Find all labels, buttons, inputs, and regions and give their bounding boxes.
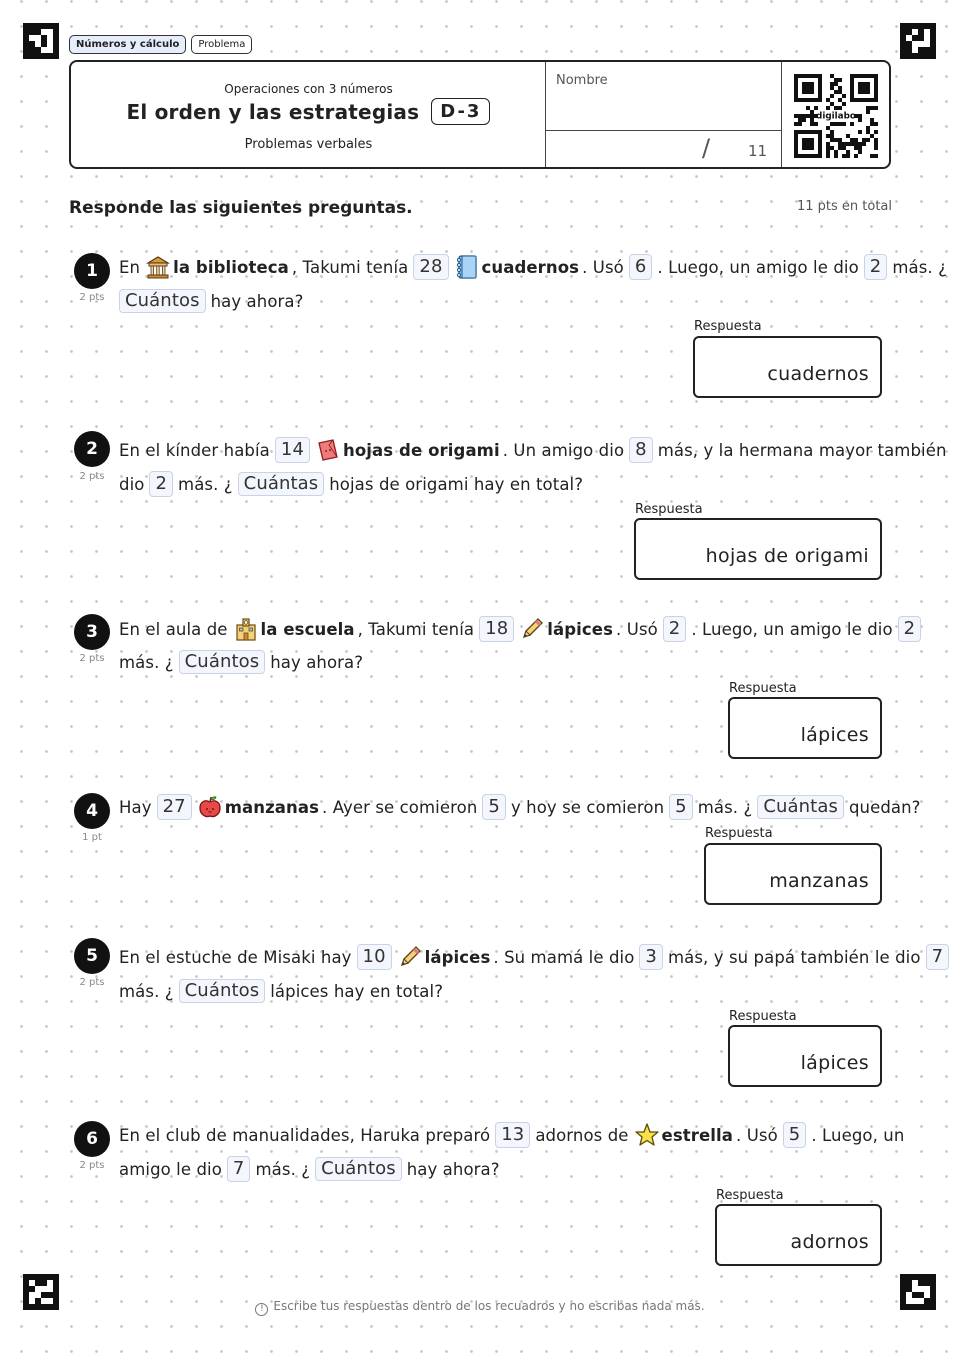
keyword: hojas de origami [343,440,500,460]
number-box: 5 [482,794,506,820]
question-word-box: Cuántos [179,650,266,674]
keyword: lápices [424,947,491,967]
answer-label: Respuesta [729,681,797,696]
title-block [71,62,546,167]
question-text-line: En el estuche de Misaki hay 10 lápices . Su mamá le dio 3 más, y su papá también le dio 7 [119,943,954,971]
question-points: 2 pts [79,471,105,482]
qr-code-icon [794,74,878,158]
answer-label: Respuesta [705,826,773,841]
question-word-box: Cuántos [315,1157,402,1181]
question-text-line: Cuántos hay ahora? [119,287,308,315]
corner-marker-top-left [23,23,59,59]
category-tags [69,35,252,54]
number-box: 2 [149,471,173,497]
number-box: 18 [479,616,514,642]
question-text-line: amigo le dio 7 más. ¿ Cuántos hay ahora? [119,1155,505,1183]
number-box: 2 [864,254,888,280]
answer-label: Respuesta [729,1009,797,1024]
pencil-icon [519,616,545,642]
keyword: cuadernos [481,257,580,277]
answer-label: Respuesta [635,502,703,517]
answer-unit: hojas de origami [705,545,869,567]
number-box: 3 [639,944,663,970]
worksheet-code: D-3 [431,98,490,125]
answer-label: Respuesta [694,319,762,334]
score-total: 11 [748,142,768,160]
question-word-box: Cuántos [119,289,206,313]
keyword: estrella [661,1125,734,1145]
question-word-box: Cuántas [757,795,844,819]
question-number: 3 [74,614,110,650]
category-tag: Números y cálculo [69,35,186,54]
number-box: 7 [926,944,950,970]
question-text-line: En el club de manualidades, Haruka preparó 13 adornos de estrella . Usó 5 . Luego, un [119,1121,909,1149]
question-number: 5 [74,938,110,974]
number-box: 13 [495,1122,530,1148]
keyword: la escuela [260,619,355,639]
question-number: 2 [74,431,110,467]
pencil-icon [397,944,423,970]
footer-note [0,1299,960,1316]
question-text-line: más. ¿ Cuántos hay ahora? [119,651,364,672]
question-points: 2 pts [79,977,105,988]
answer-box[interactable] [728,697,882,759]
question-points: 1 pt [82,832,102,843]
star-icon [634,1122,660,1148]
question-number: 6 [74,1121,110,1157]
points-total: 11 pts en total [796,199,892,214]
worksheet-header [69,60,891,169]
question-points: 2 pts [79,653,105,664]
name-field[interactable] [546,62,782,167]
score-slash: / [702,134,711,162]
question-points: 2 pts [79,292,105,303]
number-box: 5 [783,1122,807,1148]
question-text-line: En el aula de la escuela , Takumi tenía 18 lápices . Usó 2 . Luego, un amigo le dio 2 [119,615,926,643]
question-text-line: dio 2 más. ¿ Cuántas hojas de origami hay en total? [119,470,588,498]
keyword: lápices [547,619,613,639]
question-number: 1 [74,253,110,289]
score-divider [546,130,782,131]
question-word-box: Cuántos [179,979,266,1003]
answer-box[interactable] [634,518,882,580]
answer-box[interactable] [728,1025,882,1087]
worksheet-subtitle: Operaciones con 3 números [224,82,393,96]
notebook-icon [454,254,480,280]
answer-unit: adornos [790,1231,869,1253]
apple-icon [197,794,223,820]
answer-label: Respuesta [716,1188,784,1203]
footer-text: Escribe tus respuestas dentro de los recuadros y no escribas nada más. [273,1299,705,1313]
instructions: Responde las siguientes preguntas. [69,198,413,218]
number-box: 7 [227,1156,251,1182]
worksheet-topic: Problemas verbales [244,137,373,152]
question-word-box: Cuántas [238,472,325,496]
number-box: 27 [157,794,192,820]
number-box: 10 [357,944,392,970]
question-text-line: Hay 27 manzanas . Ayer se comieron 5 y hoy se comieron 5 más. ¿ Cuántas quedan? [119,793,926,821]
library-icon [145,254,171,280]
origami-paper-icon [315,437,341,463]
worksheet-title: El orden y las estrategias [126,99,420,124]
answer-unit: cuadernos [767,363,869,385]
name-label: Nombre [556,73,608,88]
answer-unit: manzanas [769,870,869,892]
answer-box[interactable] [704,843,882,905]
number-box: 14 [275,437,310,463]
answer-unit: lápices [800,1052,869,1074]
type-tag: Problema [191,35,252,54]
question-points: 2 pts [79,1160,105,1171]
corner-marker-top-right [900,23,936,59]
question-text-line: más. ¿ Cuántos lápices hay en total? [119,980,444,1001]
number-box: 5 [669,794,693,820]
info-icon: ! [255,1303,268,1316]
number-box: 2 [898,616,922,642]
number-box: 28 [413,254,448,280]
question-text-line: En la biblioteca , Takumi tenía 28 cuadernos . Usó 6 . Luego, un amigo le dio 2 más. ¿ [119,253,952,281]
number-box: 8 [629,437,653,463]
keyword: manzanas [224,797,320,817]
answer-box[interactable] [715,1204,882,1266]
answer-unit: lápices [800,724,869,746]
answer-box[interactable] [693,336,882,398]
question-number: 4 [74,793,110,829]
qr-label: digilabo [816,111,856,122]
question-text-line: En el kínder había 14 hojas de origami . Un amigo dio 8 más, y la hermana mayor también [119,436,952,464]
number-box: 6 [629,254,653,280]
school-icon [233,616,259,642]
number-box: 2 [663,616,687,642]
keyword: la biblioteca [173,257,289,277]
